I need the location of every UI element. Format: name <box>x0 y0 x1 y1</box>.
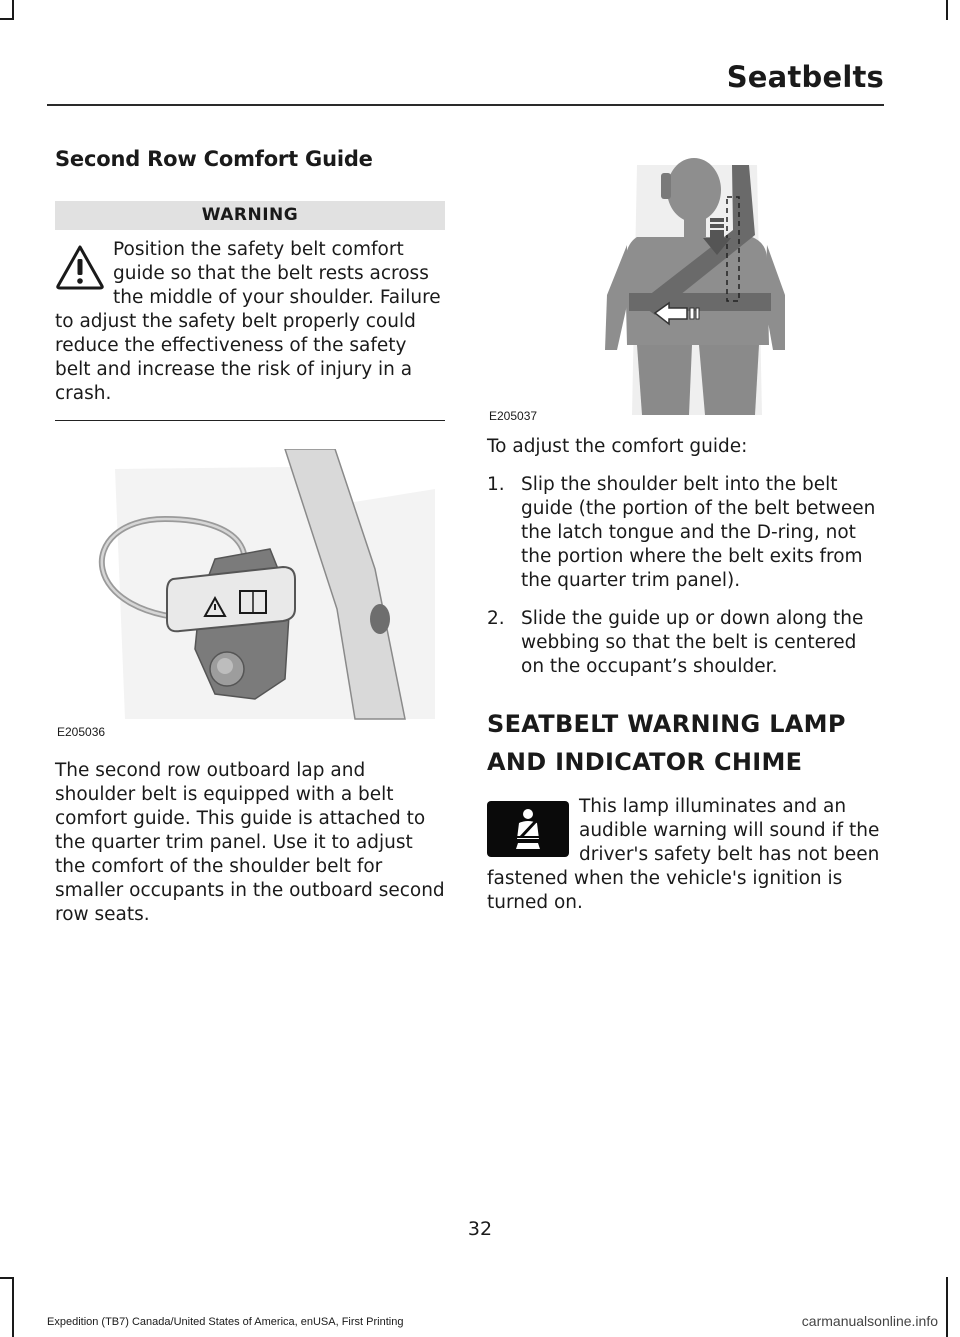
comfort-guide-paragraph: The second row outboard lap and shoulder belt is equipped with a belt comfort guide. This guide is attached to the quarter trim panel. Use it to adjust the comfort of the shoulder belt for smaller occupants in the outboard second row seats. <box>55 760 445 925</box>
step-text: Slide the guide up or down along the webbing so that the belt is centered on the occupant’s shoulder. <box>521 608 864 677</box>
warning-text: Position the safety belt comfort guide so that the belt rests across the middle of your shoulder. Failure to adjust the safety belt properly could reduce the effectiveness of the safety belt and increase the risk of injury in a crash. <box>55 239 441 404</box>
left-column <box>55 145 445 927</box>
crop-mark <box>0 18 14 20</box>
page-title: Seatbelts <box>726 60 884 94</box>
crop-mark <box>946 1277 948 1337</box>
comfort-guide-figure <box>55 449 445 739</box>
header-divider <box>47 104 884 106</box>
right-column <box>487 145 885 915</box>
occupant-figure <box>487 145 885 423</box>
seatbelt-icon <box>487 801 569 857</box>
crop-mark <box>12 1277 14 1337</box>
footer-text: Expedition (TB7) Canada/United States of America, enUSA, First Printing <box>47 1316 404 1328</box>
section-heading-line1: SEATBELT WARNING LAMP <box>487 710 846 738</box>
occupant-illustration <box>487 145 885 423</box>
step-text: Slip the shoulder belt into the belt guide (the portion of the belt between the latch tongue and the D-ring, not the portion where the belt exits from the quarter trim panel). <box>521 474 876 591</box>
crop-mark <box>12 0 14 20</box>
watermark: carmanualsonline.info <box>801 1313 938 1329</box>
figure-label: E205036 <box>57 725 106 739</box>
figure-label: E205037 <box>489 409 538 423</box>
warning-box <box>55 238 445 421</box>
step-number: 1. <box>487 474 505 495</box>
list-item <box>487 473 885 593</box>
crop-mark <box>946 0 948 20</box>
comfort-guide-illustration <box>55 449 445 739</box>
step-number: 2. <box>487 608 505 629</box>
section-heading <box>487 705 885 781</box>
comfort-guide-heading: Second Row Comfort Guide <box>55 147 373 171</box>
warning-triangle-icon <box>55 244 105 290</box>
adjust-intro: To adjust the comfort guide: <box>487 436 748 457</box>
warning-lamp-text: This lamp illuminates and an audible warning will sound if the driver's safety belt has not been fastened when the vehicle's ignition is turned on. <box>487 796 880 913</box>
section-heading-line2: AND INDICATOR CHIME <box>487 748 803 776</box>
crop-mark <box>0 1277 14 1279</box>
list-item <box>487 607 885 679</box>
adjust-steps <box>487 473 885 679</box>
page-number: 32 <box>467 1218 493 1240</box>
warning-label: WARNING <box>55 201 445 230</box>
warning-lamp-block <box>487 795 885 915</box>
